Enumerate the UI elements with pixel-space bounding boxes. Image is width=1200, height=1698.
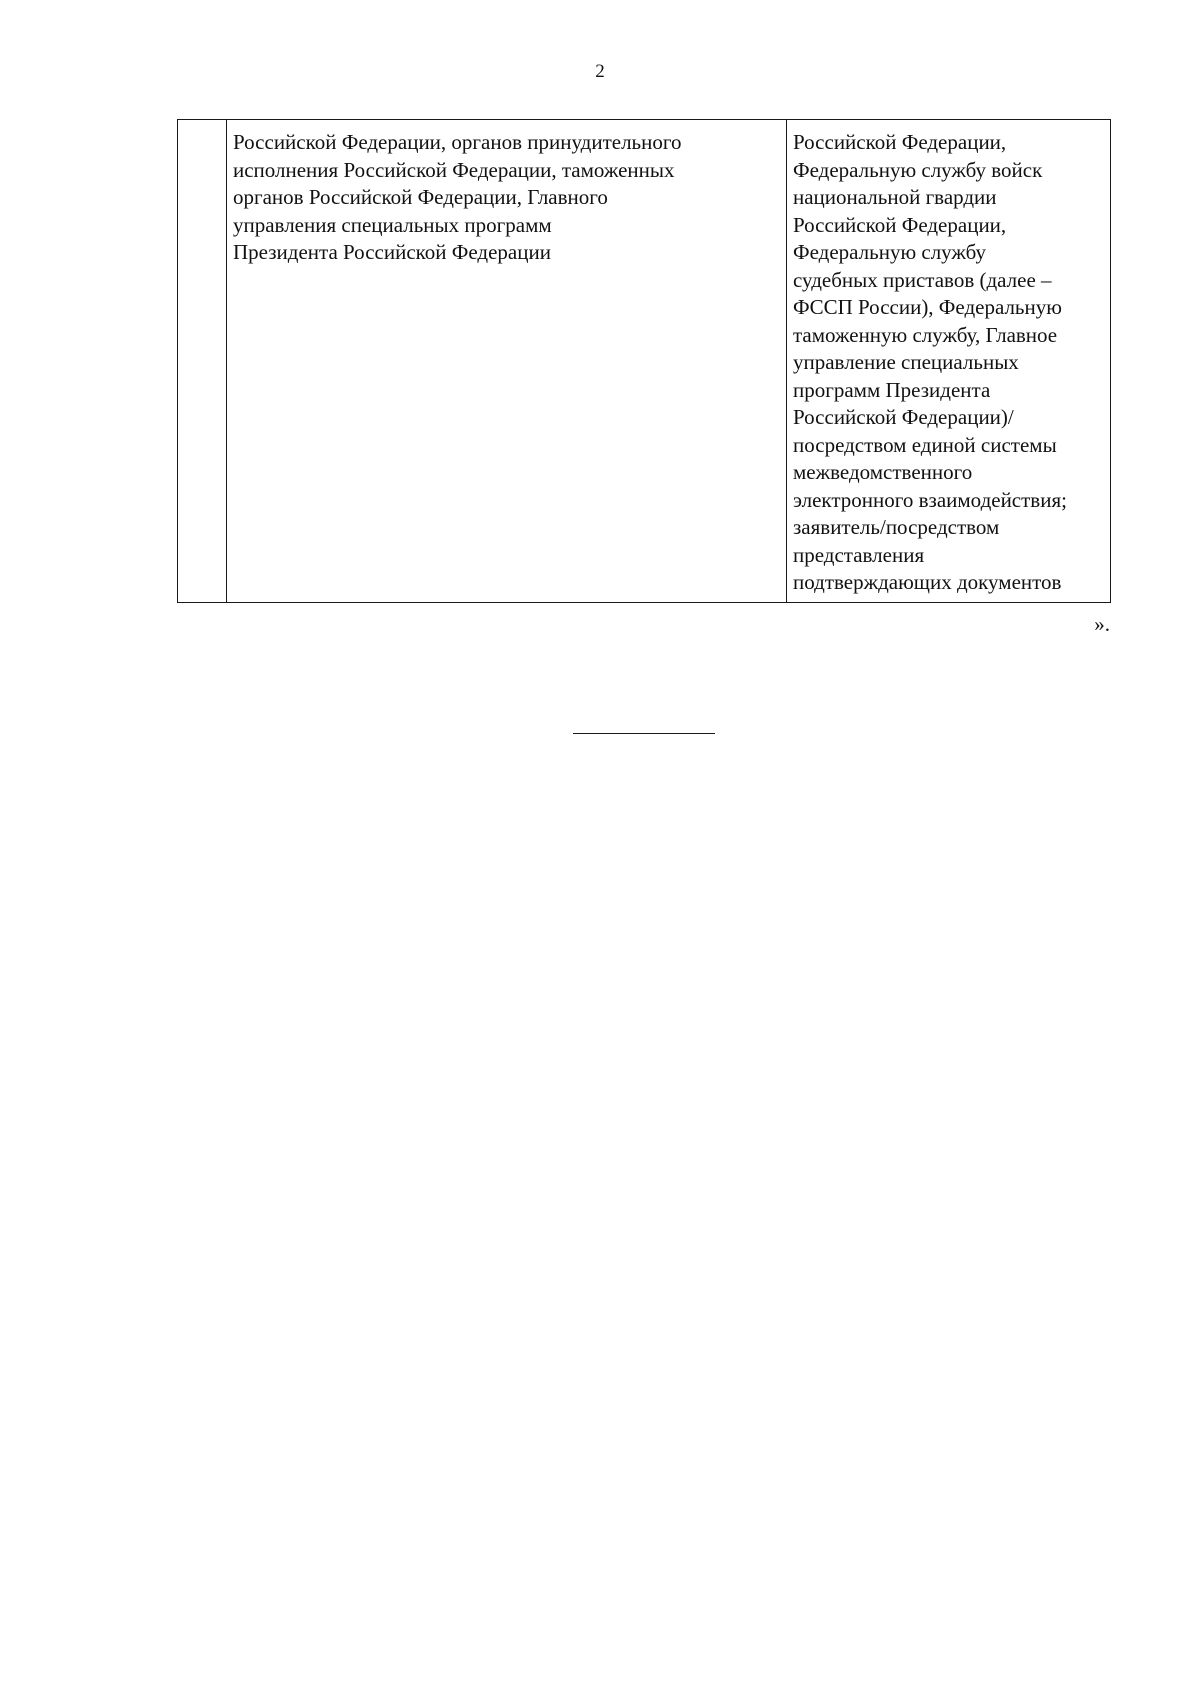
source-line-6: судебных приставов (далее – xyxy=(793,267,1052,292)
source-line-16: представления xyxy=(793,542,925,567)
source-line-15: заявитель/посредством xyxy=(793,515,1000,539)
row-name-cell xyxy=(227,120,787,603)
name-line-4: управления специальных программ xyxy=(233,212,552,237)
name-line-5: Президента Российской Федерации xyxy=(233,240,551,264)
name-line-3: органов Российской Федерации, Главного xyxy=(233,185,608,209)
source-line-14: электронного взаимодействия; xyxy=(793,487,1067,512)
source-line-3: национальной гвардии xyxy=(793,185,997,209)
source-line-10: программ Президента xyxy=(793,377,991,402)
page-number: 2 xyxy=(595,61,605,82)
source-line-2: Федеральную службу войск xyxy=(793,157,1043,182)
name-line-1: Российской Федерации, органов принудительного xyxy=(233,130,682,154)
source-line-11: Российской Федерации)/ xyxy=(793,405,1014,429)
end-rule xyxy=(573,733,715,734)
row-number-cell xyxy=(178,120,227,603)
source-line-1: Российской Федерации, xyxy=(793,130,1007,154)
source-line-4: Российской Федерации, xyxy=(793,212,1007,237)
closing-quote: ». xyxy=(1094,612,1110,636)
source-line-13: межведомственного xyxy=(793,460,973,484)
source-line-7: ФССП России), Федеральную xyxy=(793,295,1062,319)
source-line-5: Федеральную службу xyxy=(793,240,987,264)
source-line-9: управление специальных xyxy=(793,350,1019,374)
source-line-17: подтверждающих документов xyxy=(793,570,1062,594)
source-line-8: таможенную службу, Главное xyxy=(793,322,1058,347)
source-line-12: посредством единой системы xyxy=(793,432,1057,457)
name-line-2: исполнения Российской Федерации, таможенных xyxy=(233,157,675,182)
document-table xyxy=(177,119,1111,603)
row-source-cell xyxy=(787,120,1111,603)
table-row xyxy=(178,120,1111,603)
